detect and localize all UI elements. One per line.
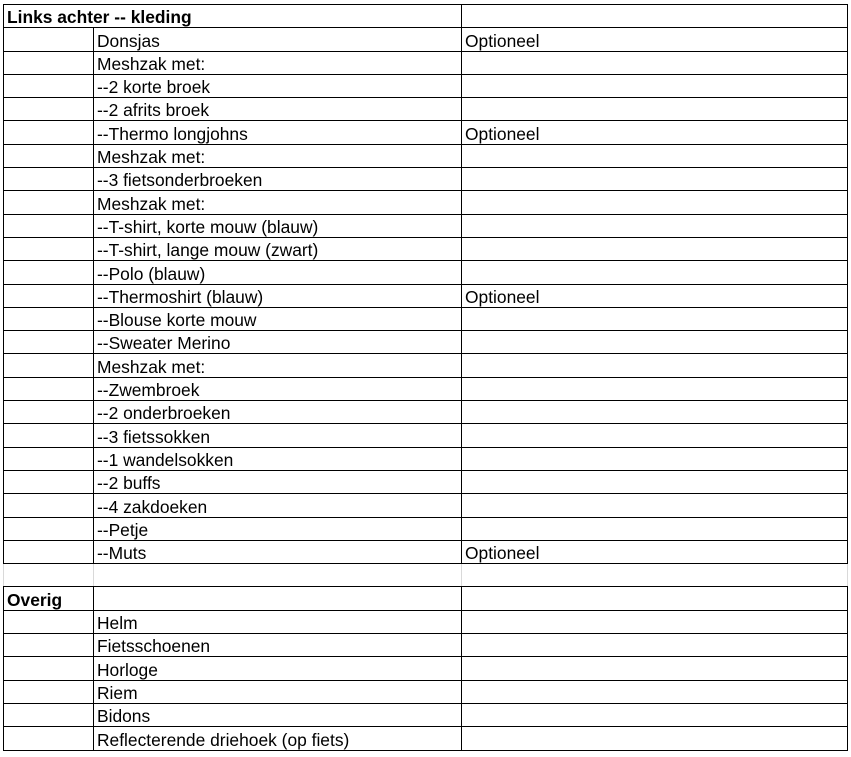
empty-cell[interactable] — [4, 144, 94, 167]
table-row — [4, 540, 848, 563]
table-row — [4, 494, 848, 517]
empty-cell[interactable] — [4, 517, 94, 540]
empty-cell[interactable] — [4, 470, 94, 493]
empty-cell[interactable] — [4, 657, 94, 680]
item-cell[interactable]: --2 afrits broek — [94, 98, 462, 121]
item-cell[interactable]: --2 onderbroeken — [94, 401, 462, 424]
item-cell[interactable]: Reflecterende driehoek (op fiets) — [94, 727, 462, 750]
empty-cell[interactable] — [4, 261, 94, 284]
note-cell[interactable] — [462, 703, 848, 726]
item-cell[interactable]: Meshzak met: — [94, 51, 462, 74]
table-row — [4, 401, 848, 424]
table-row — [4, 610, 848, 633]
empty-cell[interactable] — [4, 168, 94, 191]
note-cell[interactable] — [462, 98, 848, 121]
table-row — [4, 634, 848, 657]
item-cell[interactable]: Meshzak met: — [94, 354, 462, 377]
item-cell[interactable]: --Petje — [94, 517, 462, 540]
note-cell[interactable] — [462, 610, 848, 633]
note-cell[interactable] — [462, 144, 848, 167]
blank-row — [4, 564, 848, 587]
note-cell[interactable] — [462, 331, 848, 354]
empty-cell[interactable] — [4, 424, 94, 447]
table-row — [4, 74, 848, 97]
note-cell[interactable] — [462, 401, 848, 424]
note-cell[interactable] — [462, 377, 848, 400]
section-header-row — [4, 587, 848, 610]
empty-cell[interactable] — [4, 564, 94, 587]
table-row — [4, 424, 848, 447]
empty-cell[interactable] — [4, 74, 94, 97]
empty-cell[interactable] — [4, 331, 94, 354]
item-cell[interactable]: --Zwembroek — [94, 377, 462, 400]
empty-cell[interactable] — [462, 587, 848, 610]
note-cell[interactable] — [462, 214, 848, 237]
item-cell[interactable]: --Muts — [94, 540, 462, 563]
empty-cell[interactable] — [4, 680, 94, 703]
note-cell[interactable]: Optioneel — [462, 540, 848, 563]
empty-cell[interactable] — [4, 214, 94, 237]
empty-cell[interactable] — [4, 610, 94, 633]
empty-cell[interactable] — [94, 564, 462, 587]
table-row — [4, 214, 848, 237]
note-cell[interactable] — [462, 168, 848, 191]
item-cell[interactable]: --Polo (blauw) — [94, 261, 462, 284]
empty-cell[interactable] — [4, 494, 94, 517]
sheet-body — [4, 5, 848, 751]
item-cell[interactable]: Riem — [94, 680, 462, 703]
empty-cell[interactable] — [4, 121, 94, 144]
table-row — [4, 51, 848, 74]
section-title[interactable]: Links achter -- kleding — [4, 5, 462, 28]
table-row — [4, 377, 848, 400]
table-row — [4, 28, 848, 51]
item-cell[interactable]: --Thermoshirt (blauw) — [94, 284, 462, 307]
empty-cell[interactable] — [4, 28, 94, 51]
empty-cell[interactable] — [4, 284, 94, 307]
note-cell[interactable] — [462, 354, 848, 377]
table-row — [4, 168, 848, 191]
item-cell[interactable]: --1 wandelsokken — [94, 447, 462, 470]
item-cell[interactable]: Meshzak met: — [94, 191, 462, 214]
note-cell[interactable] — [462, 447, 848, 470]
empty-cell[interactable] — [462, 5, 848, 28]
empty-cell[interactable] — [462, 564, 848, 587]
item-cell[interactable]: Meshzak met: — [94, 144, 462, 167]
item-cell[interactable]: --4 zakdoeken — [94, 494, 462, 517]
table-row — [4, 237, 848, 260]
table-row — [4, 284, 848, 307]
section-header-row — [4, 5, 848, 28]
empty-cell[interactable] — [4, 634, 94, 657]
empty-cell[interactable] — [4, 307, 94, 330]
table-row — [4, 191, 848, 214]
note-cell[interactable]: Optioneel — [462, 284, 848, 307]
table-row — [4, 354, 848, 377]
packing-list-sheet — [3, 4, 848, 751]
table-row — [4, 121, 848, 144]
note-cell[interactable] — [462, 307, 848, 330]
note-cell[interactable]: Optioneel — [462, 28, 848, 51]
note-cell[interactable] — [462, 424, 848, 447]
note-cell[interactable] — [462, 634, 848, 657]
item-cell[interactable]: Horloge — [94, 657, 462, 680]
note-cell[interactable] — [462, 74, 848, 97]
empty-cell[interactable] — [4, 447, 94, 470]
item-cell[interactable]: --T-shirt, korte mouw (blauw) — [94, 214, 462, 237]
table-row — [4, 98, 848, 121]
note-cell[interactable] — [462, 517, 848, 540]
item-cell[interactable]: Fietsschoenen — [94, 634, 462, 657]
item-cell[interactable]: Bidons — [94, 703, 462, 726]
empty-cell[interactable] — [4, 354, 94, 377]
empty-cell[interactable] — [4, 237, 94, 260]
table-row — [4, 517, 848, 540]
table-row — [4, 727, 848, 750]
table-row — [4, 657, 848, 680]
table-row — [4, 447, 848, 470]
item-cell[interactable]: --Sweater Merino — [94, 331, 462, 354]
note-cell[interactable] — [462, 191, 848, 214]
empty-cell[interactable] — [4, 727, 94, 750]
note-cell[interactable]: Optioneel — [462, 121, 848, 144]
table-row — [4, 307, 848, 330]
section-title[interactable]: Overig — [4, 587, 94, 610]
empty-cell[interactable] — [4, 51, 94, 74]
note-cell[interactable] — [462, 680, 848, 703]
empty-cell[interactable] — [94, 587, 462, 610]
empty-cell[interactable] — [4, 377, 94, 400]
note-cell[interactable] — [462, 237, 848, 260]
note-cell[interactable] — [462, 470, 848, 493]
empty-cell[interactable] — [4, 191, 94, 214]
note-cell[interactable] — [462, 261, 848, 284]
note-cell[interactable] — [462, 727, 848, 750]
note-cell[interactable] — [462, 657, 848, 680]
item-cell[interactable]: --2 korte broek — [94, 74, 462, 97]
item-cell[interactable]: --T-shirt, lange mouw (zwart) — [94, 237, 462, 260]
item-cell[interactable]: --Thermo longjohns — [94, 121, 462, 144]
empty-cell[interactable] — [4, 703, 94, 726]
note-cell[interactable] — [462, 494, 848, 517]
table-row — [4, 331, 848, 354]
empty-cell[interactable] — [4, 540, 94, 563]
table-row — [4, 261, 848, 284]
item-cell[interactable]: --3 fietssokken — [94, 424, 462, 447]
item-cell[interactable]: --3 fietsonderbroeken — [94, 168, 462, 191]
item-cell[interactable]: --Blouse korte mouw — [94, 307, 462, 330]
table-row — [4, 144, 848, 167]
item-cell[interactable]: Helm — [94, 610, 462, 633]
item-cell[interactable]: Donsjas — [94, 28, 462, 51]
item-cell[interactable]: --2 buffs — [94, 470, 462, 493]
note-cell[interactable] — [462, 51, 848, 74]
empty-cell[interactable] — [4, 98, 94, 121]
empty-cell[interactable] — [4, 401, 94, 424]
table-row — [4, 470, 848, 493]
table-row — [4, 703, 848, 726]
table-row — [4, 680, 848, 703]
